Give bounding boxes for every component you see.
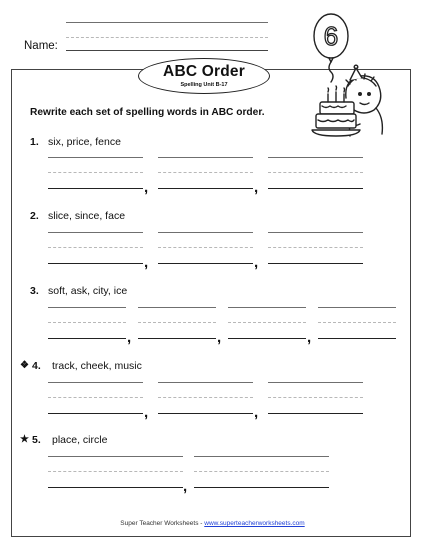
q1-answer-line[interactable]: [268, 188, 363, 189]
q5-guide-mid: [194, 471, 329, 472]
name-guide-mid: [66, 37, 268, 38]
question-1-number: 1.: [30, 136, 39, 148]
q1-comma: ,: [144, 179, 149, 196]
q5-guide-mid: [48, 471, 183, 472]
question-4-number: 4.: [32, 360, 41, 372]
q4-answer-line[interactable]: [48, 413, 143, 414]
q1-guide-mid: [48, 172, 143, 173]
name-guide-top: [66, 22, 268, 23]
q1-answer-line[interactable]: [48, 188, 143, 189]
q2-comma: ,: [254, 254, 259, 271]
q3-guide-top: [138, 307, 216, 308]
q4-guide-top: [268, 382, 363, 383]
q3-guide-top: [318, 307, 396, 308]
q4-guide-mid: [158, 397, 253, 398]
q1-answer-line[interactable]: [158, 188, 253, 189]
q4-guide-mid: [48, 397, 143, 398]
q5-comma: ,: [183, 478, 188, 495]
q3-guide-mid: [48, 322, 126, 323]
question-4-words: track, cheek, music: [52, 360, 142, 372]
q1-guide-top: [268, 157, 363, 158]
footer-text: Super Teacher Worksheets -: [120, 520, 205, 527]
q4-comma: ,: [144, 404, 149, 421]
q1-guide-top: [48, 157, 143, 158]
q3-answer-line[interactable]: [138, 338, 216, 339]
q3-guide-top: [228, 307, 306, 308]
q3-comma: ,: [217, 329, 222, 346]
q5-answer-line[interactable]: [48, 487, 183, 488]
question-5-words: place, circle: [52, 434, 108, 446]
q2-guide-mid: [268, 247, 363, 248]
question-5-number: 5.: [32, 434, 41, 446]
q4-guide-mid: [268, 397, 363, 398]
q2-guide-mid: [158, 247, 253, 248]
q2-guide-top: [268, 232, 363, 233]
q2-answer-line[interactable]: [268, 263, 363, 264]
q3-guide-mid: [138, 322, 216, 323]
q1-guide-mid: [268, 172, 363, 173]
q2-comma: ,: [144, 254, 149, 271]
question-5-prefix-icon: ★: [20, 434, 29, 445]
q3-comma: ,: [127, 329, 132, 346]
q5-answer-line[interactable]: [194, 487, 329, 488]
instructions: Rewrite each set of spelling words in ABC order.: [30, 107, 265, 118]
question-2-words: slice, since, face: [48, 210, 126, 222]
balloon-number: 6: [323, 21, 339, 51]
q3-guide-mid: [318, 322, 396, 323]
q1-comma: ,: [254, 179, 259, 196]
question-3-words: soft, ask, city, ice: [48, 285, 128, 297]
q4-answer-line[interactable]: [268, 413, 363, 414]
name-field[interactable]: [66, 50, 268, 51]
page-title: ABC Order: [163, 63, 245, 80]
footer-link[interactable]: www.superteacherworksheets.com: [204, 520, 305, 527]
q2-answer-line[interactable]: [158, 263, 253, 264]
q5-guide-top: [194, 456, 329, 457]
q3-answer-line[interactable]: [318, 338, 396, 339]
q5-guide-top: [48, 456, 183, 457]
q4-guide-top: [158, 382, 253, 383]
question-4-prefix-icon: ❖: [20, 360, 29, 371]
q1-guide-top: [158, 157, 253, 158]
name-label: Name:: [24, 40, 58, 52]
q2-guide-mid: [48, 247, 143, 248]
question-2-number: 2.: [30, 210, 39, 222]
q3-comma: ,: [307, 329, 312, 346]
q3-answer-line[interactable]: [228, 338, 306, 339]
q3-answer-line[interactable]: [48, 338, 126, 339]
q1-guide-mid: [158, 172, 253, 173]
q2-guide-top: [48, 232, 143, 233]
q4-guide-top: [48, 382, 143, 383]
question-3-number: 3.: [30, 285, 39, 297]
page-subtitle: Spelling Unit B-17: [180, 82, 228, 88]
question-1-words: six, price, fence: [48, 136, 121, 148]
q3-guide-top: [48, 307, 126, 308]
q2-guide-top: [158, 232, 253, 233]
q3-guide-mid: [228, 322, 306, 323]
q4-comma: ,: [254, 404, 259, 421]
birthday-illustration: [298, 6, 388, 156]
q4-answer-line[interactable]: [158, 413, 253, 414]
footer: [0, 520, 425, 527]
q2-answer-line[interactable]: [48, 263, 143, 264]
